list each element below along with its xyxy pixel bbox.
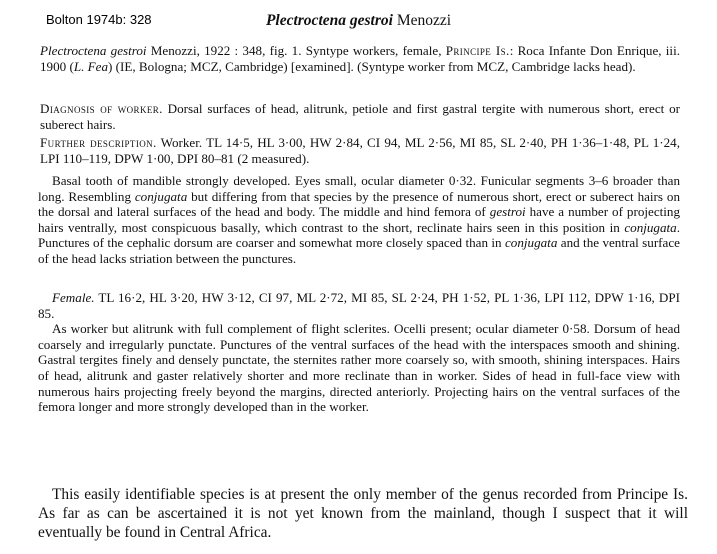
synonymy-collector: L. Fea (73, 58, 109, 74)
synonymy-paragraph (40, 43, 680, 74)
female-measurements: TL 16·2, HL 3·20, HW 3·12, CI 97, ML 2·72, MI 85, SL 2·24, PH 1·52, PL 1·36, LPI 112, DPW 1·16, DPI 85. (38, 290, 680, 321)
diagnosis-text: Dorsal surfaces of head, alitrunk, petiole and first gastral tergite with numerous short, erect or suberect hairs. (40, 101, 681, 132)
diagnosis-heading: Diagnosis of worker. (40, 101, 163, 116)
title-author: Menozzi (396, 12, 452, 29)
worker-italic-2: gestroi (489, 204, 526, 220)
worker-text-2: but differing from that species by the presence of numerous short, erect or suberect hairs on the dorsal and lateral surfaces of the head and body. The middle and hind femora of (38, 188, 680, 220)
synonymy-text-2: : Roca Infante Don Enrique, iii. 1900 ( (40, 43, 680, 74)
diagnosis-paragraph (40, 101, 680, 132)
worker-text-4: . Punctures of the cephalic dorsum are coarser and somewhat more closely spaced than in (38, 219, 680, 251)
title-species-name: Plectroctena gestroi (265, 12, 393, 29)
worker-paragraph (38, 173, 680, 267)
worker-text-3: have a number of projecting hairs ventrally, most conspicuous basally, which contrast to the short, reclinate hairs seen in this position in (38, 204, 681, 235)
synonymy-text-1: Menozzi, 1922 : 348, fig. 1. Syntype workers, female, (146, 43, 446, 58)
worker-text-5: and the ventral surface of the head lacks striation between the punctures. (38, 235, 680, 266)
worker-text-1: Basal tooth of mandible strongly developed. Eyes small, ocular diameter 0·32. Funicular segments 3–6 broader than long. Resembling (38, 173, 680, 204)
worker-italic-1: conjugata (134, 188, 188, 204)
synonymy-taxon: Plectroctena gestroi (40, 43, 147, 58)
worker-italic-3: conjugata (624, 219, 677, 235)
further-description-heading: Further description. (40, 135, 157, 150)
female-paragraph (38, 290, 680, 415)
female-text: As worker but alitrunk with full complement of flight sclerites. Ocelli present; ocular diameter 0·58. Dorsum of head coarsely and irregularly punctate. Punctures of the ventral surfaces of the head with the interspaces smooth and shining. Gastral tergites finely and densely punctate, the sternites rather more coarsely so, with smooth, shining interspaces. Hairs of head, alitrunk and gaster relatively shorter and more reclinate than in worker. Sides of head in full-face view with numerous hairs projecting freely beyond the margins, directed anteriorly. Projecting hairs on the ventral surfaces of the femora longer and more strongly developed than in the worker. (38, 321, 680, 415)
species-title (0, 12, 717, 30)
synonymy-locality: Principe Is. (445, 43, 510, 58)
further-description-paragraph (40, 135, 680, 166)
source-citation-label: Bolton 1974b: 328 (46, 12, 152, 27)
closing-text: This easily identifiable species is at present the only member of the genus recorded from Principe Is. As far as can be ascertained it is not yet known from the mainland, though I suspect that it will eventually be found in Central Africa. (38, 486, 688, 541)
worker-italic-4: conjugata (505, 235, 558, 251)
synonymy-text-3: ) (IE, Bologna; MCZ, Cambridge) [examined]. (Syntype worker from MCZ, Cambridge lacks head). (108, 58, 636, 74)
female-heading: Female. (52, 290, 95, 305)
closing-paragraph (38, 486, 688, 542)
further-description-text: Worker. TL 14·5, HL 3·00, HW 2·84, CI 94, ML 2·56, MI 85, SL 2·40, PH 1·36–1·48, PL 1·24, LPI 110–119, DPW 1·00, DPI 80–81 (2 measured). (40, 135, 680, 166)
